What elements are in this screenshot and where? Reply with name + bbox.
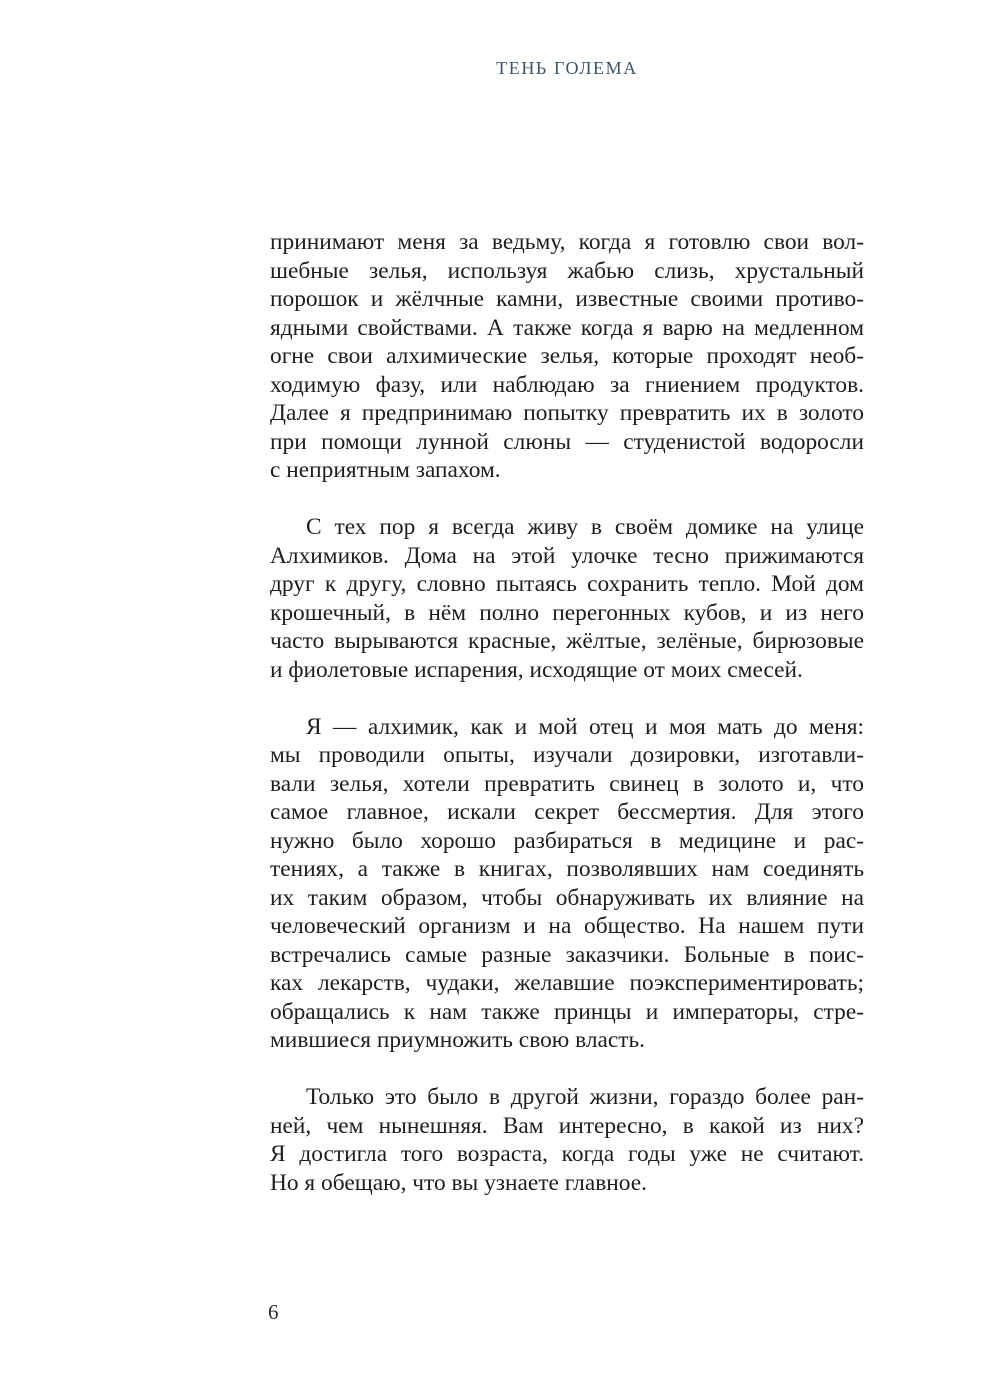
running-head-title: ТЕНЬ ГОЛЕМА xyxy=(496,58,638,78)
text-line: их таким образом, чтобы обнаруживать их влияние на xyxy=(270,884,864,911)
text-line: друг к другу, словно пытаясь сохранить тепло. Мой дом xyxy=(270,571,864,597)
text-line: крошечный, в нём полно перегонных кубов, и из него xyxy=(270,599,864,626)
text-line: мившиеся приумножить свою власть. xyxy=(270,1027,646,1053)
text-line: обращались к нам также принцы и императоры, стре- xyxy=(270,998,864,1025)
paragraph-4 xyxy=(270,1083,864,1197)
paragraph-2 xyxy=(270,513,864,684)
text-line: часто вырываются красные, жёлтые, зелёные, бирюзовые xyxy=(270,628,864,654)
text-line: самое главное, искали секрет бессмертия. Для этого xyxy=(270,799,864,825)
text-line: Я — алхимик, как и мой отец и моя мать до меня: xyxy=(306,713,864,740)
text-line: С тех пор я всегда живу в своём домике на улице xyxy=(306,514,864,540)
text-line: огне свои алхимические зелья, которые проходят необ- xyxy=(270,343,864,369)
text-line: мы проводили опыты, изучали дозировки, изготавли- xyxy=(270,742,864,768)
text-line: порошок и жёлчные камни, известные своими противо- xyxy=(270,286,864,312)
text-line: при помощи лунной слюны — студенистой водоросли xyxy=(270,428,864,455)
text-line: ходимую фазу, или наблюдаю за гниением продуктов. xyxy=(270,371,864,398)
text-line: Но я обещаю, что вы узнаете главное. xyxy=(270,1169,648,1196)
text-line: Только это было в другой жизни, гораздо более ран- xyxy=(306,1084,864,1110)
text-line: с неприятным запахом. xyxy=(270,457,501,483)
text-line: ядными свойствами. А также когда я варю на медленном xyxy=(270,314,864,341)
text-line: нужно было хорошо разбираться в медицине и рас- xyxy=(270,827,864,854)
text-line: ках лекарств, чудаки, желавшие поэкспериментировать; xyxy=(270,970,864,996)
page-number: 6 xyxy=(268,1300,279,1324)
text-line: принимают меня за ведьму, когда я готовлю свои вол- xyxy=(270,229,864,255)
text-line: вали зелья, хотели превратить свинец в золото и, что xyxy=(270,770,864,797)
text-line: человеческий организм и на общество. На нашем пути xyxy=(270,913,864,939)
body-text xyxy=(270,228,864,1226)
text-line: ней, чем нынешняя. Вам интересно, в какой из них? xyxy=(270,1112,864,1139)
text-line: Я достигла того возраста, когда годы уже не считают. xyxy=(270,1141,864,1167)
text-line: и фиолетовые испарения, исходящие от моих смесей. xyxy=(270,656,803,683)
text-line: тениях, а также в книгах, позволявших нам соединять xyxy=(270,856,864,882)
text-line: встречались самые разные заказчики. Больные в поис- xyxy=(270,941,864,968)
paragraph-1 xyxy=(270,228,864,485)
text-line: Далее я предпринимаю попытку превратить их в золото xyxy=(270,400,864,426)
text-line: шебные зелья, используя жабью слизь, хрустальный xyxy=(270,257,864,284)
text-line: Алхимиков. Дома на этой улочке тесно прижимаются xyxy=(270,542,864,569)
paragraph-3 xyxy=(270,713,864,1055)
